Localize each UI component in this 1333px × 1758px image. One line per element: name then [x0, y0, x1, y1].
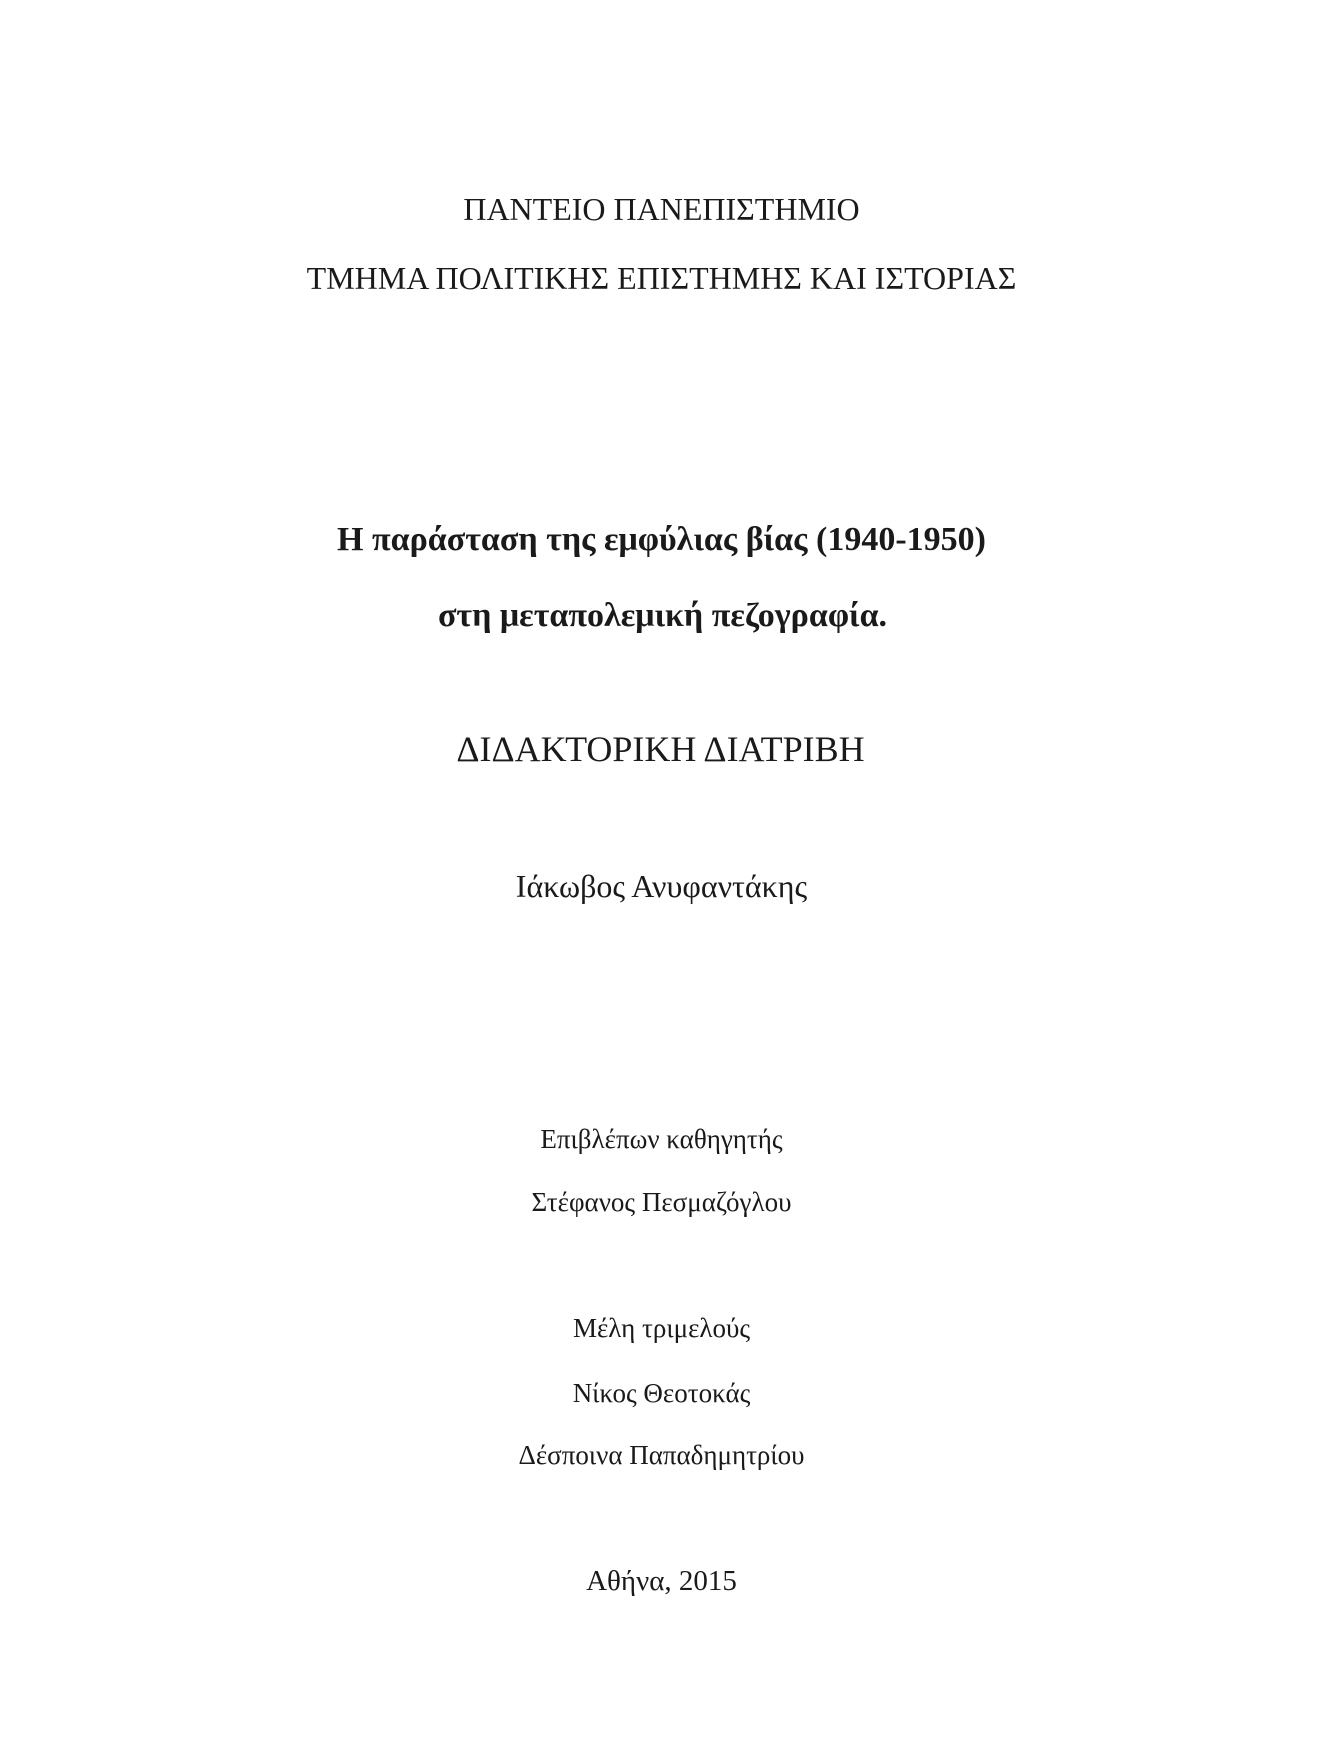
committee-member: Δέσποινα Παπαδημητρίου — [518, 1440, 805, 1470]
supervisor-name: Στέφανος Πεσμαζόγλου — [531, 1187, 792, 1217]
supervisor-label: Επιβλέπων καθηγητής — [540, 1124, 783, 1154]
place-and-date: Αθήνα, 2015 — [586, 1565, 737, 1597]
committee-member: Νίκος Θεοτοκάς — [572, 1378, 751, 1408]
author-name: Ιάκωβος Ανυφαντάκης — [515, 868, 808, 904]
committee-label: Μέλη τριμελούς — [572, 1313, 751, 1343]
department-name: ΤΜΗΜΑ ΠΟΛΙΤΙΚΗΣ ΕΠΙΣΤΗΜΗΣ ΚΑΙ ΙΣΤΟΡΙΑΣ — [306, 260, 1017, 296]
thesis-title-line-2: στη μεταπολεμική πεζογραφία. — [437, 597, 888, 634]
university-name: ΠΑΝΤΕΙΟ ΠΑΝΕΠΙΣΤΗΜΙΟ — [463, 191, 860, 227]
document-type: ΔΙΔΑΚΤΟΡΙΚΗ ΔΙΑΤΡΙΒΗ — [456, 729, 865, 769]
thesis-title-line-1: Η παράσταση της εμφύλιας βίας (1940-1950) — [337, 521, 986, 558]
